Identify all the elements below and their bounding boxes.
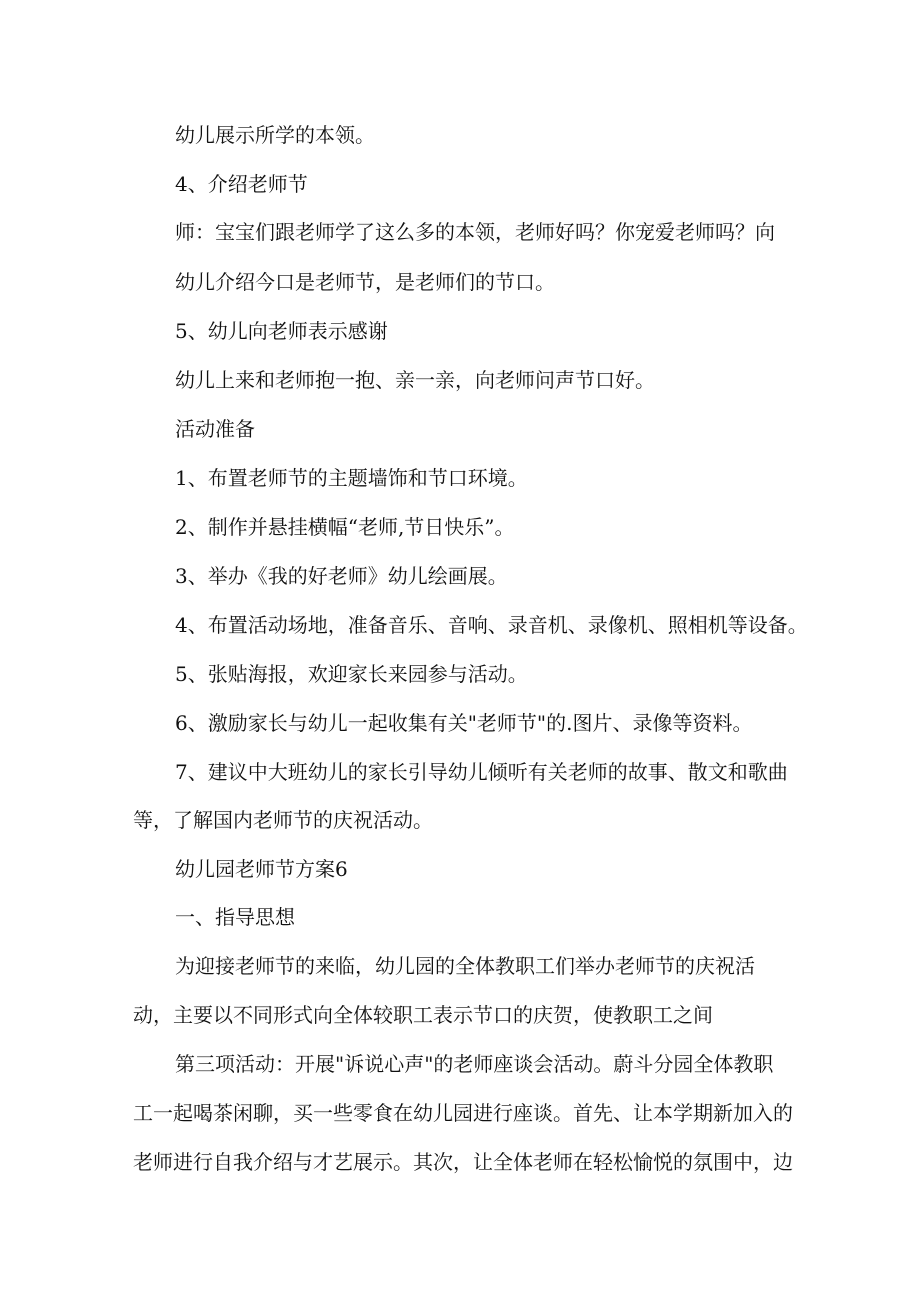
text-line: 幼儿上来和老师抱一抱、亲一亲，向老师问声节口好。 [175, 368, 655, 392]
list-item: 4、布置活动场地，准备音乐、音响、录音机、录像机、照相机等设备。 [175, 613, 808, 637]
list-item: 1、布置老师节的主题墙饰和节口环境。 [175, 466, 528, 490]
list-item: 5、张贴海报，欢迎家长来园参与活动。 [175, 662, 528, 686]
text-line: 动，主要以不同形式向全体较职工表示节口的庆贺，使教职工之间 [133, 1003, 713, 1027]
list-item: 7、建议中大班幼儿的家长引导幼儿倾听有关老师的故事、散文和歌曲 [175, 760, 788, 784]
text-line: 为迎接老师节的来临，幼儿园的全体教职工们举办老师节的庆祝活 [175, 954, 755, 978]
text-line: 第三项活动：开展"诉说心声"的老师座谈会活动。蔚斗分园全体教职 [175, 1052, 774, 1076]
text-line: 老师进行自我介绍与才艺展示。其次，让全体老师在轻松愉悦的氛围中，边 [133, 1150, 793, 1174]
text-line: 等，了解国内老师节的庆祝活动。 [133, 808, 433, 832]
section-heading: 活动准备 [175, 417, 255, 441]
text-line: 幼儿展示所学的本领。 [175, 123, 375, 147]
section-heading: 一、指导思想 [175, 905, 295, 929]
text-line: 幼儿介绍今口是老师节，是老师们的节口。 [175, 270, 555, 294]
section-heading: 5、幼儿向老师表示感谢 [175, 319, 388, 343]
list-item: 3、举办《我的好老师》幼儿绘画展。 [175, 564, 508, 588]
section-heading: 幼儿园老师节方案6 [175, 857, 348, 881]
list-item: 6、激励家长与幼儿一起收集有关"老师节"的.图片、录像等资料。 [175, 711, 753, 735]
text-line: 师：宝宝们跟老师学了这么多的本领，老师好吗？你宠爱老师吗？向 [175, 220, 775, 244]
list-item: 2、制作并悬挂横幅“老师,节日快乐”。 [175, 515, 515, 539]
section-heading: 4、介绍老师节 [175, 172, 308, 196]
text-line: 工一起喝茶闲聊，买一些零食在幼儿园进行座谈。首先、让本学期新加入的 [133, 1101, 793, 1125]
